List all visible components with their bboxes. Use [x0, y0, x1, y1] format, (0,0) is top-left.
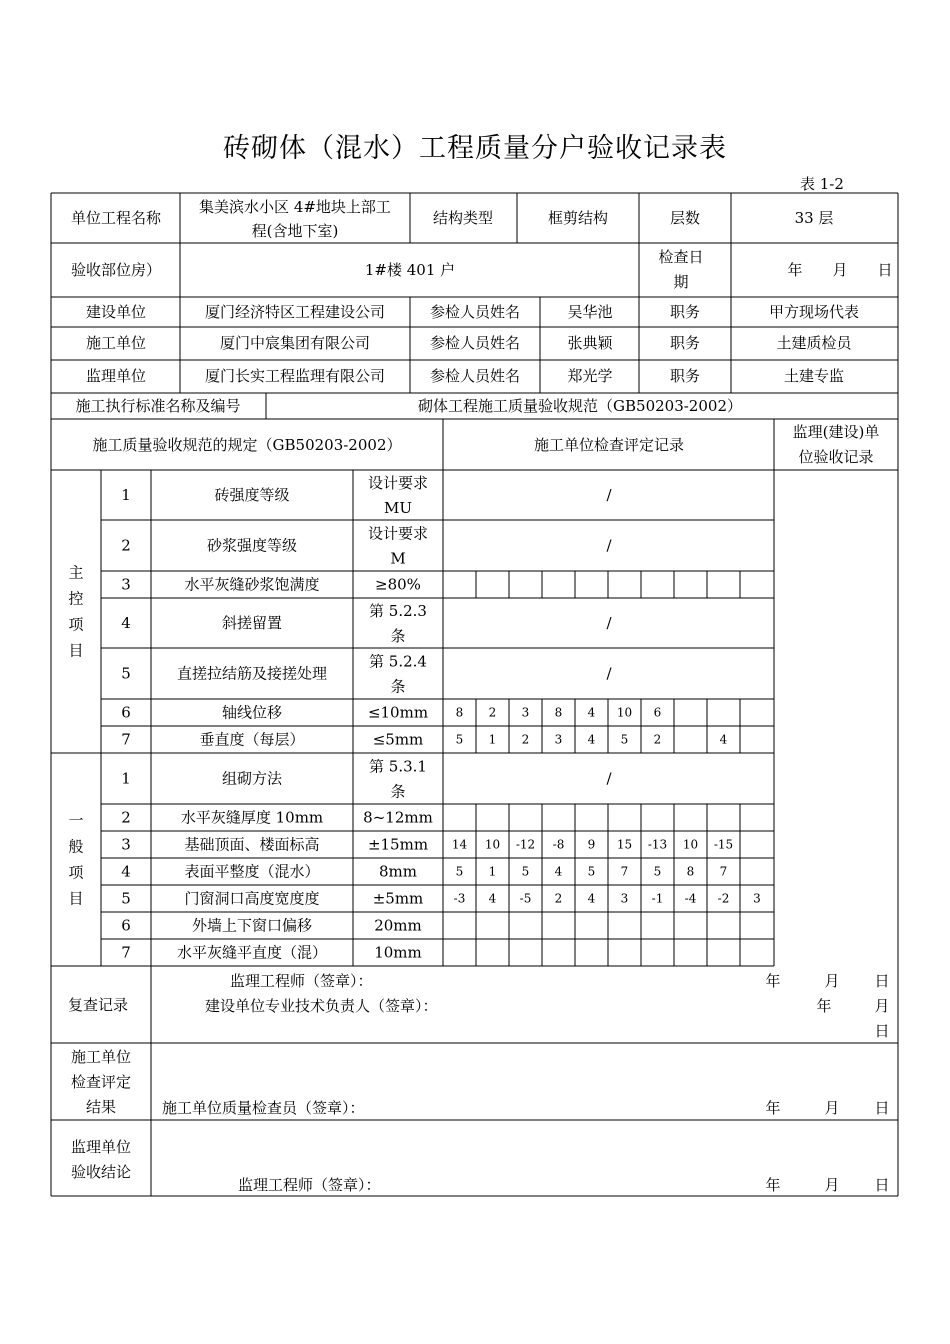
- supervision-column-header: 位验收记录: [798, 448, 874, 466]
- measured-value: 5: [620, 732, 629, 747]
- inspection-part-value: 1#楼 401 户: [364, 261, 456, 279]
- measured-value: 3: [521, 705, 530, 720]
- measured-value: 15: [616, 837, 633, 852]
- item-number: 2: [121, 808, 131, 827]
- spec-column-header: 施工质量验收规范的规定（GB50203-2002）: [92, 436, 402, 454]
- position-label: 职务: [669, 367, 701, 385]
- item-number: 5: [121, 889, 131, 908]
- item-requirement: 第 5.2.3: [369, 602, 427, 620]
- date-year: 年: [765, 1176, 781, 1194]
- measured-value: 10: [484, 837, 501, 852]
- supervision-column-header: 监理(建设)单: [792, 423, 880, 441]
- item-requirement: 条: [390, 677, 406, 696]
- measured-value: 8: [554, 705, 563, 720]
- measured-value: 4: [587, 732, 596, 747]
- measured-value: 2: [554, 891, 563, 906]
- measured-value: 7: [620, 864, 629, 879]
- item-name: 直搓拉结筋及接搓处理: [176, 664, 328, 683]
- party-name: 厦门经济特区工程建设公司: [204, 303, 386, 321]
- item-name: 基础顶面、楼面标高: [184, 835, 320, 854]
- inspector-name: 郑光学: [567, 367, 613, 385]
- measured-value: 3: [554, 732, 563, 747]
- position-label: 职务: [669, 303, 701, 321]
- item-number: 6: [121, 703, 131, 722]
- inspector-label: 参检人员姓名: [429, 303, 521, 321]
- review-label: 复查记录: [67, 996, 129, 1014]
- contractor-inspector-sign: 施工单位质量检查员（签章）：: [162, 1099, 365, 1117]
- measured-value: 3: [753, 891, 761, 906]
- main-control-items-label: 控: [68, 589, 84, 608]
- record-slash: /: [606, 536, 612, 555]
- item-number: 5: [121, 664, 131, 683]
- position-value: 土建专监: [783, 367, 845, 385]
- record-slash: /: [606, 486, 612, 504]
- contractor-result-label: 结果: [85, 1098, 117, 1116]
- item-requirement: 20mm: [374, 916, 422, 935]
- item-name: 水平灰缝砂浆饱满度: [184, 575, 320, 594]
- item-requirement: 8~12mm: [363, 808, 433, 827]
- measured-value: 6: [653, 705, 662, 720]
- measured-value: 2: [521, 732, 530, 747]
- measured-value: 4: [554, 864, 563, 879]
- measured-value: -15: [713, 837, 734, 852]
- record-slash: /: [606, 664, 612, 683]
- review-builder-sign: 建设单位专业技术负责人（签章）：: [205, 997, 438, 1015]
- floors-value: 33 层: [794, 209, 834, 227]
- record-slash: /: [606, 614, 612, 632]
- contractor-result-label: 施工单位: [70, 1048, 132, 1066]
- item-name: 轴线位移: [221, 703, 283, 722]
- item-requirement: MU: [383, 499, 413, 517]
- party-label: 建设单位: [85, 303, 147, 321]
- measured-value: -3: [453, 891, 466, 906]
- measured-value: 10: [682, 837, 699, 852]
- unit-project-label: 单位工程名称: [70, 209, 162, 227]
- item-number: 7: [121, 943, 131, 962]
- item-name: 砂浆强度等级: [206, 536, 298, 555]
- date-month: 月: [824, 972, 840, 990]
- check-date-value: 年 月 日: [787, 261, 893, 279]
- inspection-part-label: 验收部位房）: [70, 261, 162, 279]
- unit-project-value: 集美滨水小区 4#地块上部工: [199, 198, 391, 216]
- measured-value: 5: [653, 864, 662, 879]
- date-day: 日: [874, 1022, 890, 1040]
- item-name: 水平灰缝厚度 10mm: [180, 808, 324, 827]
- supervision-result-label: 验收结论: [70, 1163, 132, 1181]
- check-date-label: 检查日: [658, 248, 704, 266]
- party-name: 厦门长实工程监理有限公司: [204, 367, 386, 385]
- measured-value: 2: [488, 705, 497, 720]
- date-month: 月: [874, 997, 890, 1015]
- general-items-label: 般: [68, 837, 84, 856]
- measured-value: 4: [587, 705, 596, 720]
- item-requirement: ≥80%: [375, 575, 421, 594]
- position-value: 甲方现场代表: [768, 303, 860, 321]
- measured-value: 5: [455, 864, 464, 879]
- record-slash: /: [606, 769, 612, 788]
- item-requirement: ≤5mm: [372, 730, 424, 749]
- party-name: 厦门中宸集团有限公司: [219, 334, 371, 352]
- item-number: 1: [121, 486, 131, 504]
- item-number: 3: [121, 835, 131, 854]
- item-name: 表面平整度（混水）: [184, 862, 320, 881]
- item-requirement: 设计要求: [367, 524, 429, 543]
- item-requirement: 条: [390, 627, 406, 645]
- item-number: 7: [121, 730, 131, 749]
- item-name: 垂直度（每层）: [199, 730, 305, 749]
- contractor-record-header: 施工单位检查评定记录: [533, 436, 685, 454]
- contractor-result-label: 检查评定: [70, 1073, 132, 1091]
- item-name: 门窗洞口高度宽度度: [184, 889, 320, 908]
- measured-value: 5: [521, 864, 530, 879]
- date-year: 年: [816, 997, 832, 1015]
- item-number: 4: [121, 862, 131, 881]
- main-control-items-label: 目: [68, 641, 84, 660]
- item-number: 6: [121, 916, 131, 935]
- measured-value: -12: [515, 837, 536, 852]
- item-name: 组砌方法: [221, 769, 283, 788]
- item-name: 水平灰缝平直度（混）: [176, 943, 328, 962]
- measured-value: 8: [455, 705, 464, 720]
- general-items-label: 一: [68, 811, 84, 830]
- item-number: 3: [121, 575, 131, 594]
- page-title: 砖砌体（混水）工程质量分户验收记录表: [223, 133, 727, 164]
- date-year: 年: [765, 972, 781, 990]
- party-label: 施工单位: [85, 334, 147, 352]
- measured-value: 7: [719, 864, 728, 879]
- main-control-items-label: 项: [68, 615, 84, 634]
- standard-value: 砌体工程施工质量验收规范（GB50203-2002）: [418, 397, 742, 415]
- measured-value: 1: [488, 864, 497, 879]
- item-requirement: ≤10mm: [367, 703, 429, 722]
- structure-type-value: 框剪结构: [547, 209, 609, 227]
- measured-value: 4: [488, 891, 497, 906]
- measured-value: 8: [686, 864, 695, 879]
- measured-value: 14: [451, 837, 468, 852]
- measured-value: -1: [651, 891, 664, 906]
- date-day: 日: [874, 972, 890, 990]
- item-name: 斜搓留置: [221, 614, 283, 632]
- measured-value: 10: [616, 705, 633, 720]
- general-items-label: 目: [68, 889, 84, 908]
- supervision-engineer-sign: 监理工程师（签章）：: [238, 1176, 381, 1194]
- measured-value: 3: [620, 891, 629, 906]
- table-number: 表 1-2: [800, 175, 844, 193]
- supervision-result-label: 监理单位: [70, 1138, 132, 1156]
- date-year: 年: [765, 1099, 781, 1117]
- measured-value: 5: [455, 732, 464, 747]
- measured-value: 5: [587, 864, 596, 879]
- inspector-label: 参检人员姓名: [429, 367, 521, 385]
- item-name: 砖强度等级: [214, 486, 290, 504]
- date-day: 日: [874, 1176, 890, 1194]
- measured-value: 4: [719, 732, 728, 747]
- general-items-label: 项: [68, 863, 84, 882]
- inspector-name: 吴华池: [567, 303, 613, 321]
- measured-value: 1: [488, 732, 497, 747]
- structure-type-label: 结构类型: [432, 209, 494, 227]
- item-requirement: ±5mm: [372, 889, 424, 908]
- party-label: 监理单位: [85, 367, 147, 385]
- standard-label: 施工执行标准名称及编号: [75, 397, 241, 415]
- main-control-items-label: 主: [68, 563, 84, 582]
- item-number: 2: [121, 536, 131, 555]
- position-label: 职务: [669, 334, 701, 352]
- date-month: 月: [824, 1099, 840, 1117]
- item-requirement: 第 5.3.1: [369, 757, 427, 776]
- measured-value: -4: [684, 891, 697, 906]
- item-requirement: 10mm: [374, 943, 422, 962]
- item-requirement: 第 5.2.4: [369, 652, 427, 671]
- review-supervisor-sign: 监理工程师（签章）：: [230, 972, 373, 990]
- item-requirement: 设计要求: [367, 474, 429, 492]
- inspector-label: 参检人员姓名: [429, 334, 521, 352]
- measured-value: -5: [519, 891, 532, 906]
- item-requirement: M: [390, 549, 406, 568]
- measured-value: 2: [653, 732, 662, 747]
- measured-value: 9: [587, 837, 596, 852]
- date-day: 日: [874, 1099, 890, 1117]
- item-number: 1: [121, 769, 131, 788]
- floors-label: 层数: [669, 209, 701, 227]
- unit-project-value: 程(含地下室): [251, 222, 339, 240]
- measured-value: -13: [647, 837, 668, 852]
- item-requirement: 8mm: [379, 862, 417, 881]
- measured-value: -2: [717, 891, 730, 906]
- date-month: 月: [824, 1176, 840, 1194]
- item-number: 4: [121, 614, 131, 632]
- check-date-label: 期: [673, 273, 689, 291]
- measured-value: -8: [552, 837, 565, 852]
- position-value: 土建质检员: [776, 334, 852, 352]
- inspector-name: 张典颖: [567, 334, 613, 352]
- item-name: 外墙上下窗口偏移: [191, 916, 313, 935]
- item-requirement: ±15mm: [367, 835, 429, 854]
- item-requirement: 条: [390, 782, 406, 801]
- measured-value: 4: [587, 891, 596, 906]
